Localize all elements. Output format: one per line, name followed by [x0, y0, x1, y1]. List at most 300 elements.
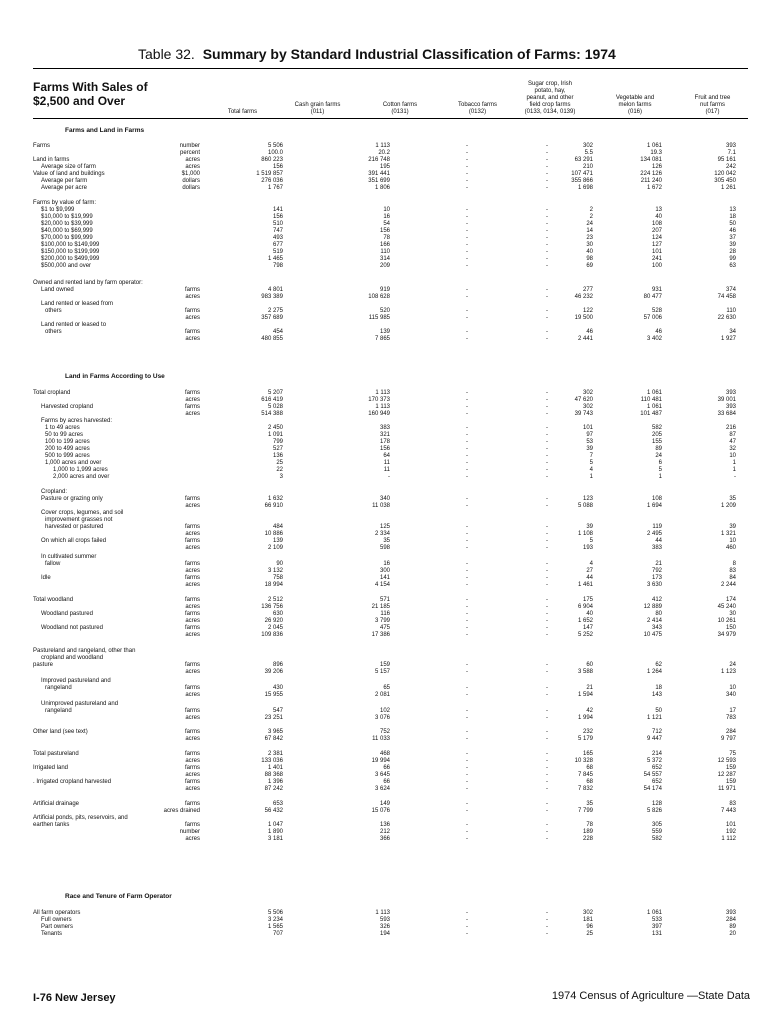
- table-cell: 24: [655, 453, 662, 459]
- row-label: $10,000 to $19,999: [41, 214, 93, 220]
- table-cell: -: [546, 538, 548, 544]
- table-row: [33, 618, 748, 625]
- table-cell: 68: [586, 779, 593, 785]
- table-cell: 34: [729, 329, 736, 335]
- column-header-line: Tobacco farms: [457, 102, 497, 108]
- table-cell: -: [546, 758, 548, 764]
- table-cell: 15 076: [371, 808, 390, 814]
- table-cell: 1 594: [577, 692, 593, 698]
- row-unit: acres: [185, 582, 200, 588]
- table-row: [33, 678, 748, 685]
- table-cell: 277: [582, 287, 593, 293]
- table-cell: 37: [729, 235, 736, 241]
- table-cell: -: [466, 496, 468, 502]
- row-label: Farms by value of farm:: [33, 200, 97, 206]
- table-cell: 2 081: [374, 692, 390, 698]
- row-unit: farms: [185, 538, 200, 544]
- table-cell: 799: [272, 439, 283, 445]
- table-cell: 166: [379, 242, 390, 248]
- column-header-line: Fruit and tree: [694, 95, 731, 101]
- table-cell: -: [466, 708, 468, 714]
- table-row: [33, 545, 748, 552]
- table-cell: 108 628: [368, 294, 390, 300]
- row-unit: acres: [185, 397, 200, 403]
- table-cell: 24: [586, 221, 593, 227]
- table-cell: 1: [658, 474, 662, 480]
- table-cell: 42: [586, 708, 593, 714]
- table-cell: 193: [582, 545, 593, 551]
- column-header-line: (0133, 0134, 0139): [524, 109, 576, 115]
- table-cell: -: [466, 221, 468, 227]
- table-cell: -: [546, 685, 548, 691]
- page-footer-right: 1974 Census of Agriculture —State Data: [551, 990, 750, 1002]
- table-row: [33, 439, 748, 446]
- row-unit: farms: [185, 287, 200, 293]
- table-cell: 10 886: [264, 531, 283, 537]
- table-cell: 68: [586, 765, 593, 771]
- table-cell: 5: [658, 467, 662, 473]
- table-cell: -: [546, 632, 548, 638]
- table-cell: 109 836: [261, 632, 283, 638]
- table-cell: 3 588: [577, 669, 593, 675]
- subtitle: [33, 80, 183, 108]
- table-row: [33, 308, 748, 315]
- table-cell: 1 652: [577, 618, 593, 624]
- row-unit: acres: [185, 758, 200, 764]
- table-row: [33, 221, 748, 228]
- column-header: [505, 70, 595, 116]
- table-cell: 1 806: [374, 185, 390, 191]
- table-cell: 173: [651, 575, 662, 581]
- table-cell: -: [466, 685, 468, 691]
- table-cell: 12 287: [717, 772, 736, 778]
- table-cell: 514 388: [261, 411, 283, 417]
- row-label: Land rented or leased to: [41, 322, 107, 328]
- table-cell: 366: [379, 836, 390, 842]
- row-unit: farms: [185, 625, 200, 631]
- table-cell: 87 242: [264, 786, 283, 792]
- table-cell: 134 081: [640, 157, 662, 163]
- row-unit: farms: [185, 597, 200, 603]
- table-cell: -: [546, 329, 548, 335]
- table-cell: 116: [380, 611, 390, 617]
- table-cell: 108: [651, 496, 662, 502]
- table-cell: 100: [651, 263, 662, 269]
- table-cell: 7 832: [577, 786, 593, 792]
- table-cell: 1: [732, 467, 736, 473]
- row-unit: acres: [185, 604, 200, 610]
- table-cell: 156: [379, 228, 390, 234]
- table-row: [33, 786, 748, 793]
- table-cell: 65: [383, 685, 390, 691]
- table-cell: -: [466, 425, 468, 431]
- table-cell: 139: [272, 538, 283, 544]
- row-label: Average per farm: [41, 178, 88, 184]
- table-cell: 78: [586, 822, 593, 828]
- table-row: [33, 235, 748, 242]
- table-cell: 712: [651, 729, 662, 735]
- table-cell: 2: [589, 207, 593, 213]
- table-cell: 351 699: [368, 178, 390, 184]
- table-cell: -: [734, 474, 736, 480]
- table-row: [33, 815, 748, 822]
- table-row: [33, 655, 748, 662]
- table-cell: 95 161: [717, 157, 736, 163]
- table-cell: 54 557: [643, 772, 662, 778]
- subtitle-line: $2,500 and Over: [33, 94, 126, 108]
- row-unit: farms: [185, 779, 200, 785]
- table-cell: 747: [272, 228, 283, 234]
- table-cell: -: [546, 618, 548, 624]
- table-cell: 242: [725, 164, 736, 170]
- table-cell: 707: [272, 931, 283, 937]
- table-cell: 1 321: [720, 531, 736, 537]
- table-cell: 159: [379, 662, 390, 668]
- table-cell: -: [466, 786, 468, 792]
- table-cell: 22 630: [717, 315, 736, 321]
- table-cell: -: [466, 397, 468, 403]
- table-cell: -: [546, 397, 548, 403]
- table-cell: 78: [383, 235, 390, 241]
- table-cell: 383: [651, 545, 662, 551]
- row-label: harvested or pastured: [45, 524, 104, 530]
- table-row: [33, 582, 748, 589]
- table-row: [33, 701, 748, 708]
- table-cell: 582: [651, 836, 662, 842]
- table-cell: 26 920: [264, 618, 283, 624]
- table-row: [33, 503, 748, 510]
- table-cell: -: [546, 801, 548, 807]
- table-row: [33, 917, 748, 924]
- table-row: [33, 474, 748, 481]
- table-cell: 139: [379, 329, 390, 335]
- row-label: Cropland:: [41, 489, 68, 495]
- table-row: [33, 242, 748, 249]
- table-cell: 454: [272, 329, 283, 335]
- table-cell: -: [388, 474, 390, 480]
- table-cell: 5 506: [267, 143, 283, 149]
- row-unit: acres: [185, 157, 200, 163]
- row-label: Total cropland: [33, 390, 71, 396]
- table-cell: 2 045: [267, 625, 283, 631]
- table-cell: -: [466, 249, 468, 255]
- table-cell: 8: [732, 561, 736, 567]
- table-cell: 21: [586, 685, 593, 691]
- table-cell: 44: [655, 538, 662, 544]
- table-cell: -: [546, 597, 548, 603]
- table-row: [33, 143, 748, 150]
- table-cell: 69: [586, 263, 593, 269]
- table-cell: 209: [379, 263, 390, 269]
- table-cell: 5 506: [267, 910, 283, 916]
- table-cell: -: [546, 779, 548, 785]
- table-row: [33, 256, 748, 263]
- table-cell: -: [546, 669, 548, 675]
- row-unit: acres: [185, 618, 200, 624]
- table-cell: 47 620: [574, 397, 593, 403]
- table-row: [33, 425, 748, 432]
- table-cell: -: [466, 294, 468, 300]
- table-cell: -: [466, 214, 468, 220]
- table-cell: -: [466, 604, 468, 610]
- table-cell: 12 593: [717, 758, 736, 764]
- table-cell: 10: [383, 207, 390, 213]
- table-cell: 9 797: [720, 736, 736, 742]
- table-cell: 175: [582, 597, 593, 603]
- table-cell: 192: [725, 829, 736, 835]
- table-cell: 5 252: [577, 632, 593, 638]
- table-cell: 159: [725, 779, 736, 785]
- table-cell: 1: [589, 474, 593, 480]
- table-cell: 40: [655, 214, 662, 220]
- table-cell: 475: [379, 625, 390, 631]
- table-cell: -: [546, 150, 548, 156]
- row-label: 100 to 199 acres: [45, 439, 90, 445]
- table-cell: -: [546, 736, 548, 742]
- table-cell: 46 232: [574, 294, 593, 300]
- table-cell: 156: [379, 446, 390, 452]
- row-label: rangeland: [45, 685, 72, 691]
- table-row: [33, 779, 748, 786]
- table-row: [33, 164, 748, 171]
- table-cell: 5 179: [577, 736, 593, 742]
- table-cell: 321: [379, 432, 390, 438]
- table-cell: 10: [729, 453, 736, 459]
- table-row: [33, 185, 748, 192]
- row-label: Total woodland: [33, 597, 74, 603]
- table-cell: -: [546, 157, 548, 163]
- table-cell: 17 386: [371, 632, 390, 638]
- table-cell: 1: [732, 460, 736, 466]
- table-cell: 87: [729, 432, 736, 438]
- table-row: [33, 531, 748, 538]
- table-cell: -: [466, 924, 468, 930]
- table-cell: 752: [379, 729, 390, 735]
- table-cell: -: [546, 308, 548, 314]
- table-cell: 83: [729, 801, 736, 807]
- table-cell: -: [546, 524, 548, 530]
- table-cell: 20.2: [378, 150, 390, 156]
- table-cell: 46: [655, 329, 662, 335]
- table-number: Table 32.: [138, 46, 195, 62]
- table-row: [33, 517, 748, 524]
- row-label: Average per acre: [41, 185, 87, 191]
- header-rule: [33, 118, 748, 119]
- table-cell: -: [466, 171, 468, 177]
- row-label: Improved pastureland and: [41, 678, 111, 684]
- table-cell: 1 767: [267, 185, 283, 191]
- table-cell: 305: [651, 822, 662, 828]
- table-cell: 30: [586, 242, 593, 248]
- table-cell: 314: [379, 256, 390, 262]
- table-row: [33, 446, 748, 453]
- row-label: Owned and rented land by farm operator:: [33, 280, 143, 286]
- table-row: [33, 249, 748, 256]
- row-label: pasture: [33, 662, 54, 668]
- table-cell: -: [466, 715, 468, 721]
- table-cell: -: [546, 178, 548, 184]
- row-label: Woodland pastured: [41, 611, 93, 617]
- table-cell: 141: [272, 207, 283, 213]
- table-cell: 18 994: [264, 582, 283, 588]
- table-cell: 32: [729, 446, 736, 452]
- column-header-line: Vegetable and: [615, 95, 655, 101]
- table-cell: 46: [586, 329, 593, 335]
- row-unit: acres: [185, 692, 200, 698]
- table-cell: 393: [725, 390, 736, 396]
- table-cell: 62: [655, 662, 662, 668]
- table-cell: 3 234: [267, 917, 283, 923]
- table-cell: -: [466, 308, 468, 314]
- table-cell: 5 157: [374, 669, 390, 675]
- table-cell: -: [466, 736, 468, 742]
- table-cell: 28: [729, 249, 736, 255]
- table-cell: -: [546, 715, 548, 721]
- table-cell: 89: [729, 924, 736, 930]
- row-unit: acres: [185, 632, 200, 638]
- row-label: Value of land and buildings: [33, 171, 105, 177]
- table-cell: 11: [383, 460, 390, 466]
- table-cell: -: [546, 294, 548, 300]
- table-cell: 147: [582, 625, 593, 631]
- table-cell: 2 441: [577, 336, 593, 342]
- table-cell: 5.5: [584, 150, 593, 156]
- table-row: [33, 301, 748, 308]
- column-header-line: Sugar crop, Irish: [527, 81, 573, 87]
- table-cell: -: [546, 808, 548, 814]
- table-row: [33, 315, 748, 322]
- table-cell: -: [546, 453, 548, 459]
- table-cell: 1 994: [577, 715, 593, 721]
- table-cell: -: [466, 597, 468, 603]
- column-header-line: potato, hay,: [534, 88, 566, 94]
- table-cell: -: [466, 315, 468, 321]
- table-row: [33, 538, 748, 545]
- table-cell: 484: [272, 524, 283, 530]
- table-cell: 21: [655, 561, 662, 567]
- row-label: improvement grasses not: [45, 517, 113, 523]
- table-cell: -: [466, 164, 468, 170]
- row-label: Tenants: [41, 931, 63, 937]
- table-cell: 302: [582, 390, 593, 396]
- table-cell: -: [546, 836, 548, 842]
- table-cell: 39: [729, 524, 736, 530]
- row-label: Total pastureland: [33, 751, 79, 757]
- table-cell: -: [466, 411, 468, 417]
- table-cell: -: [466, 801, 468, 807]
- table-cell: 21 185: [371, 604, 390, 610]
- row-label: $20,000 to $39,999: [41, 221, 93, 227]
- table-cell: 102: [379, 708, 390, 714]
- row-label: cropland and woodland: [41, 655, 104, 661]
- table-cell: -: [466, 157, 468, 163]
- table-cell: 17: [729, 708, 736, 714]
- table-cell: -: [466, 582, 468, 588]
- table-cell: 124: [651, 235, 662, 241]
- table-cell: 23: [586, 235, 593, 241]
- table-cell: 100.0: [267, 150, 283, 156]
- table-cell: 652: [651, 779, 662, 785]
- table-cell: 224 126: [640, 171, 662, 177]
- table-row: [33, 829, 748, 836]
- table-cell: 412: [651, 597, 662, 603]
- table-cell: 677: [272, 242, 283, 248]
- table-cell: 1 123: [720, 669, 736, 675]
- row-label: 500 to 999 acres: [45, 453, 90, 459]
- table-cell: -: [546, 336, 548, 342]
- table-cell: 241: [651, 256, 662, 262]
- row-label: Pastureland and rangeland, other than: [33, 648, 136, 654]
- table-cell: 156: [272, 214, 283, 220]
- table-cell: -: [546, 235, 548, 241]
- table-row: [33, 467, 748, 474]
- table-cell: 480 855: [261, 336, 283, 342]
- row-label: Idle: [41, 575, 51, 581]
- table-cell: 228: [582, 836, 593, 842]
- table-cell: 216: [725, 425, 736, 431]
- table-cell: -: [466, 235, 468, 241]
- row-label: Land in farms: [33, 157, 70, 163]
- table-cell: 123: [582, 496, 593, 502]
- table-row: [33, 910, 748, 917]
- table-cell: -: [546, 249, 548, 255]
- table-cell: 2 495: [646, 531, 662, 537]
- table-cell: -: [546, 287, 548, 293]
- table-row: [33, 729, 748, 736]
- table-row: [33, 453, 748, 460]
- table-cell: 3 181: [267, 836, 283, 842]
- table-cell: 9 447: [646, 736, 662, 742]
- table-cell: -: [466, 575, 468, 581]
- table-cell: 84: [729, 575, 736, 581]
- row-label: others: [45, 308, 62, 314]
- table-cell: 3 402: [646, 336, 662, 342]
- table-cell: 122: [582, 308, 593, 314]
- table-cell: 5 207: [267, 390, 283, 396]
- table-row: [33, 510, 748, 517]
- table-cell: 16: [383, 561, 390, 567]
- row-unit: acres: [185, 786, 200, 792]
- table-cell: 110: [380, 249, 390, 255]
- table-cell: 1 465: [267, 256, 283, 262]
- column-header-line: Cotton farms: [382, 102, 418, 108]
- row-unit: acres: [185, 545, 200, 551]
- table-cell: -: [546, 439, 548, 445]
- table-cell: 653: [272, 801, 283, 807]
- row-unit: percent: [179, 150, 200, 156]
- table-cell: -: [466, 531, 468, 537]
- table-cell: 216 748: [368, 157, 390, 163]
- column-header: [215, 70, 270, 116]
- table-cell: -: [546, 751, 548, 757]
- table-row: [33, 625, 748, 632]
- table-cell: -: [546, 185, 548, 191]
- row-unit: acres: [185, 715, 200, 721]
- table-cell: -: [466, 474, 468, 480]
- table-row: [33, 411, 748, 418]
- table-cell: 1 121: [646, 715, 662, 721]
- table-cell: 3 630: [646, 582, 662, 588]
- table-cell: 19 500: [574, 315, 593, 321]
- column-header-line: peanut, and other: [526, 95, 574, 101]
- table-cell: 27: [586, 568, 593, 574]
- table-cell: 783: [725, 715, 736, 721]
- table-row: [33, 715, 748, 722]
- table-cell: 34 979: [717, 632, 736, 638]
- table-row: [33, 390, 748, 397]
- table-cell: 66 910: [264, 503, 283, 509]
- table-cell: -: [466, 561, 468, 567]
